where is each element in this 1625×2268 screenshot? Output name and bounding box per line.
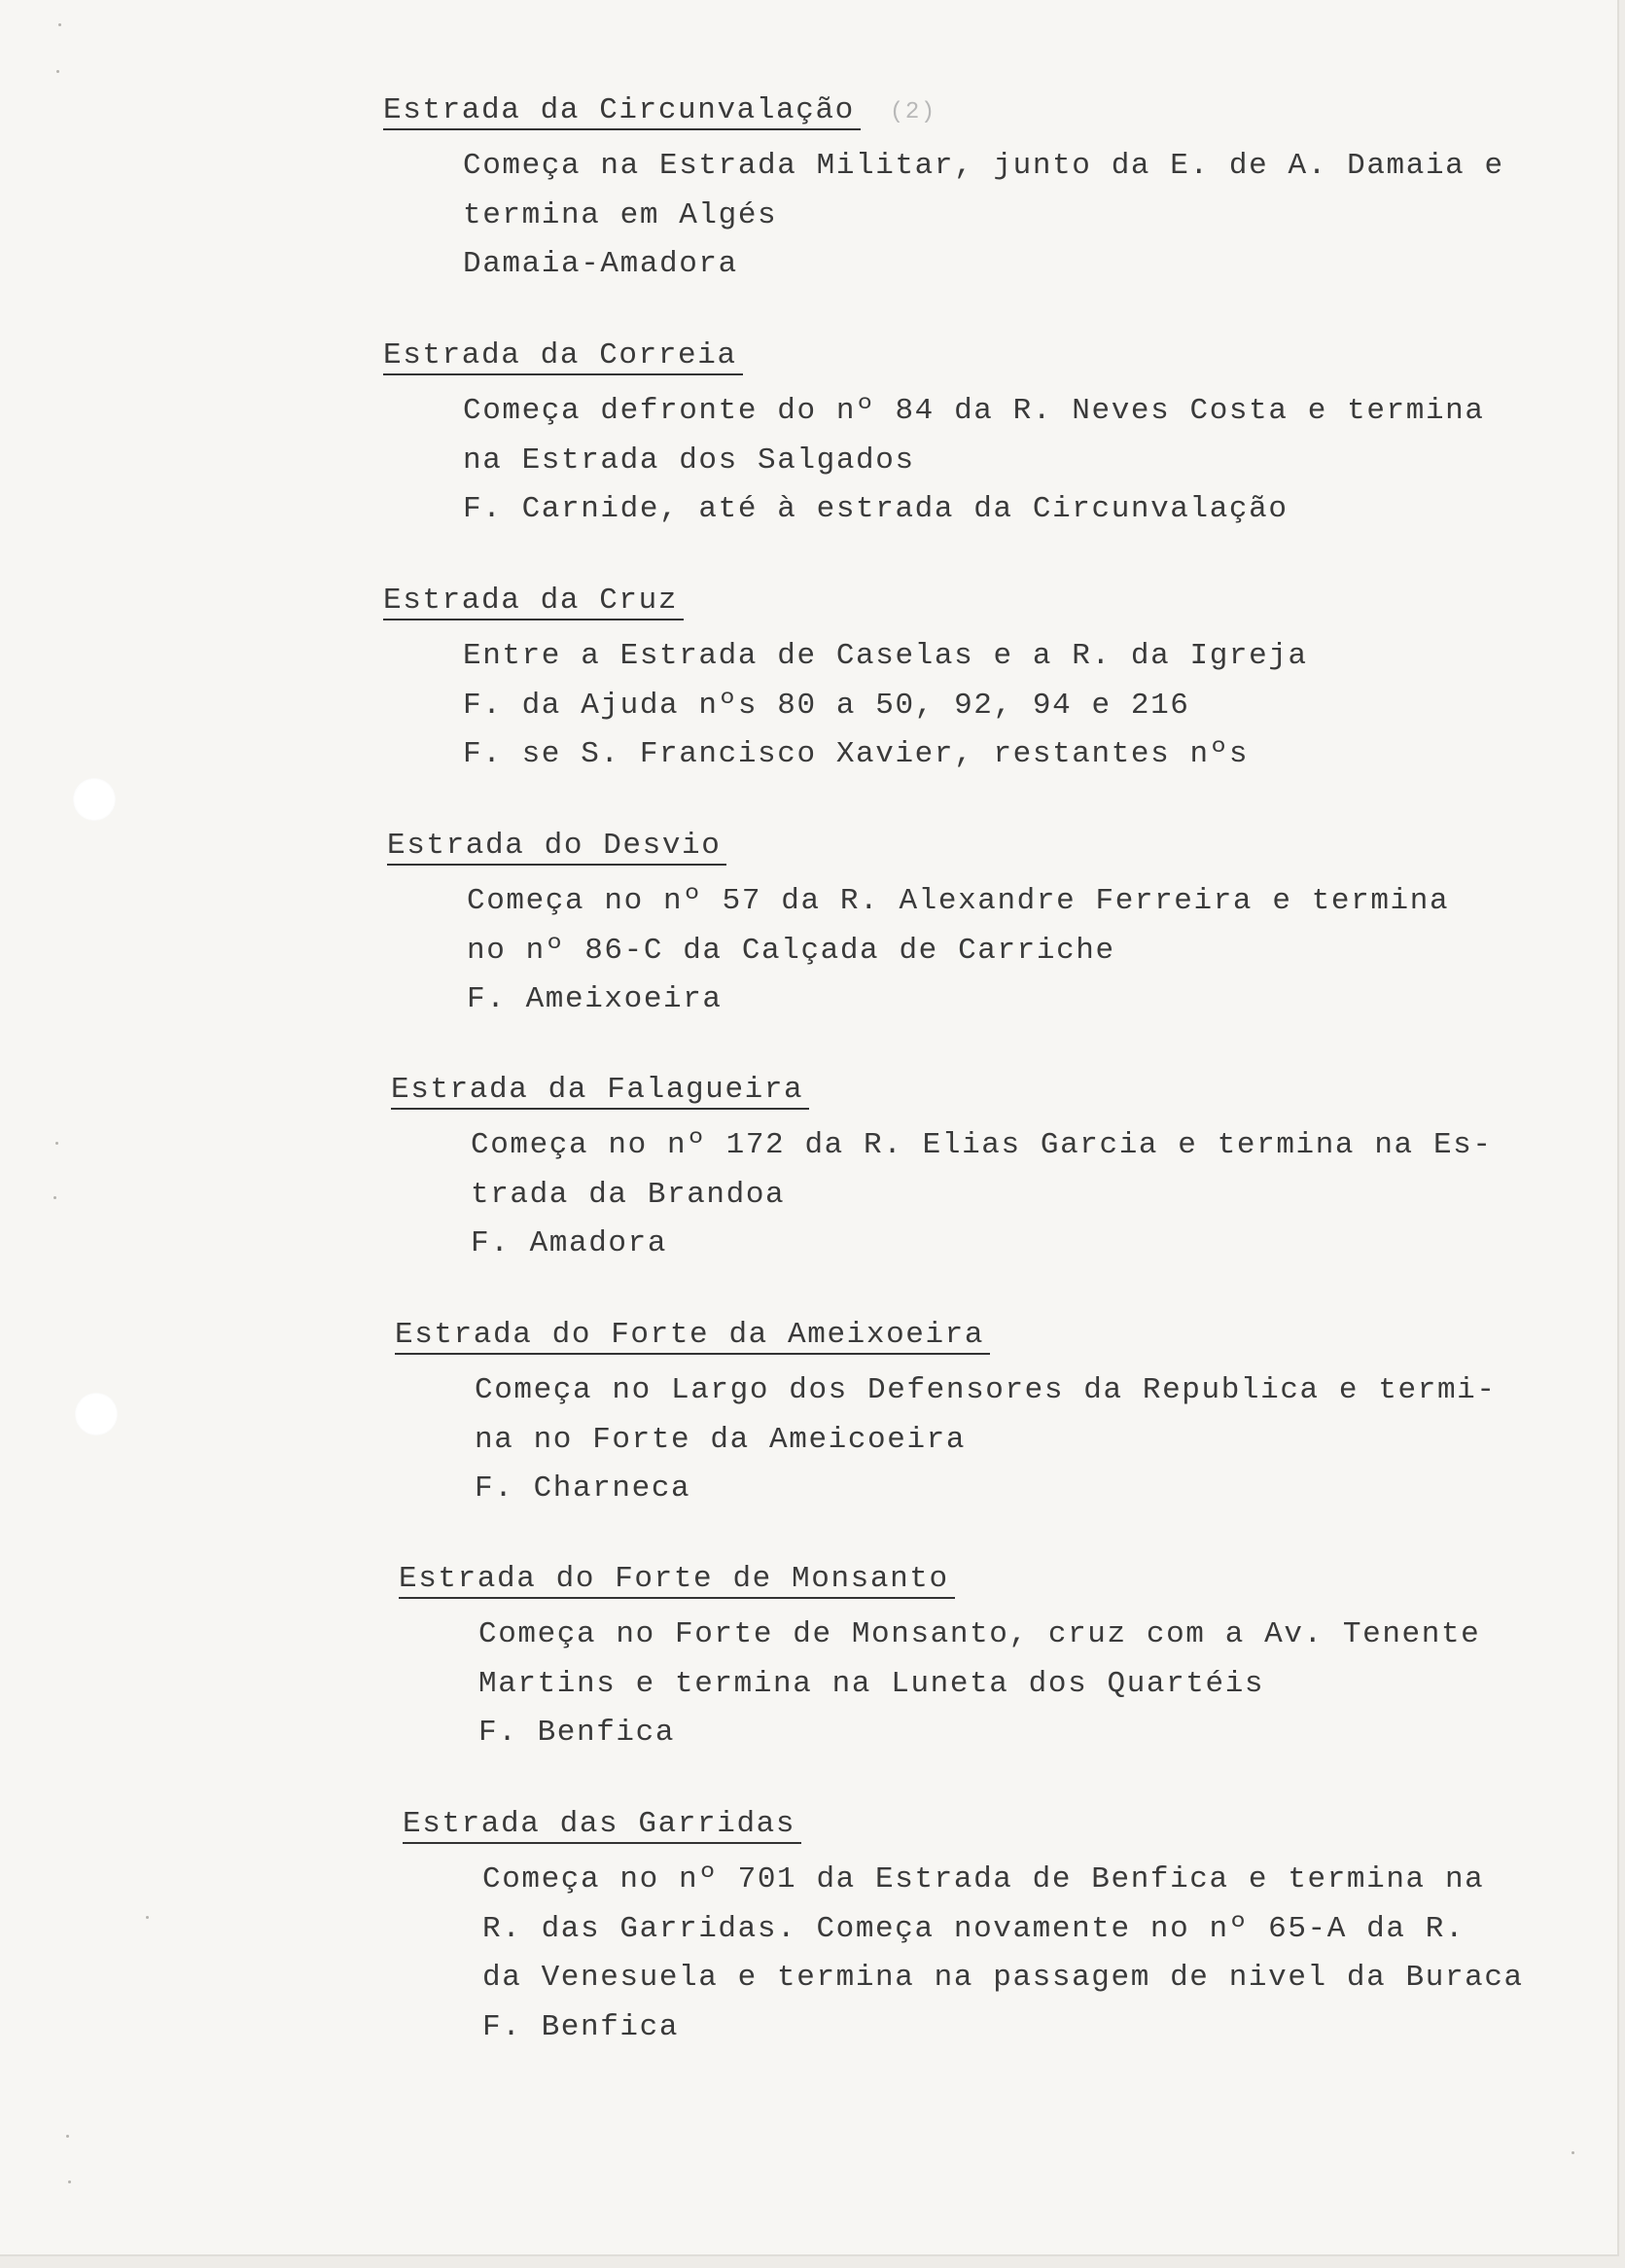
description-line: Começa no nº 172 da R. Elias Garcia e termina na Es- bbox=[471, 1128, 1493, 1162]
street-entry bbox=[403, 1807, 1524, 2052]
street-description bbox=[478, 1611, 1480, 1758]
paper-speck bbox=[58, 23, 61, 26]
street-title: Estrada da Correia bbox=[383, 338, 743, 375]
street-entry bbox=[387, 829, 1449, 1025]
description-line: Martins e termina na Luneta dos Quartéis bbox=[478, 1666, 1265, 1701]
parish-line: F. Benfica bbox=[482, 2009, 680, 2044]
street-description bbox=[467, 877, 1449, 1025]
description-line: Começa no Largo dos Defensores da Republica e termi- bbox=[475, 1373, 1497, 1407]
punch-hole-lower bbox=[75, 1393, 118, 1435]
description-line: Entre a Estrada de Caselas e a R. da Igreja bbox=[463, 639, 1308, 673]
description-line: termina em Algés bbox=[463, 197, 778, 232]
street-entry bbox=[395, 1318, 1497, 1514]
description-line: Começa no Forte de Monsanto, cruz com a Av. Tenente bbox=[478, 1617, 1481, 1651]
street-entry bbox=[391, 1073, 1493, 1269]
paper-speck bbox=[56, 70, 59, 73]
description-line: Começa na Estrada Militar, junto da E. de A. Damaia e bbox=[463, 149, 1504, 183]
parish-line: F. Carnide, até à estrada da Circunvalação bbox=[463, 492, 1289, 526]
parish-line: F. Ameixoeira bbox=[467, 982, 723, 1016]
description-line: da Venesuela e termina na passagem de nivel da Buraca bbox=[482, 1961, 1524, 1995]
description-line: Começa no nº 701 da Estrada de Benfica e termina na bbox=[482, 1862, 1485, 1896]
street-title: Estrada do Forte de Monsanto bbox=[399, 1562, 955, 1599]
description-line: no nº 86-C da Calçada de Carriche bbox=[467, 933, 1115, 968]
street-entry bbox=[399, 1562, 1480, 1758]
description-line: trada da Brandoa bbox=[471, 1177, 786, 1212]
street-entry bbox=[383, 584, 1308, 780]
street-description bbox=[463, 387, 1485, 535]
street-entry bbox=[383, 93, 1504, 290]
paper-speck bbox=[53, 1196, 56, 1199]
parish-line: Damaia-Amadora bbox=[463, 247, 738, 281]
punch-hole-upper bbox=[73, 778, 116, 821]
parish-line: F. Amadora bbox=[471, 1226, 668, 1260]
parish-line: F. da Ajuda nºs 80 a 50, 92, 94 e 216 bbox=[463, 688, 1190, 723]
parish-line: F. Benfica bbox=[478, 1716, 676, 1750]
street-description bbox=[463, 142, 1504, 290]
description-line: R. das Garridas. Começa novamente no nº 65-A da R. bbox=[482, 1911, 1466, 1946]
description-line: na Estrada dos Salgados bbox=[463, 443, 915, 478]
paper-speck bbox=[68, 2180, 71, 2183]
parish-line: F. Charneca bbox=[475, 1471, 691, 1506]
street-entry bbox=[383, 338, 1485, 535]
description-line: Começa defronte do nº 84 da R. Neves Costa e termina bbox=[463, 394, 1485, 428]
street-title: Estrada da Cruz bbox=[383, 584, 684, 620]
description-line: Começa no nº 57 da R. Alexandre Ferreira e termina bbox=[467, 884, 1450, 918]
street-description bbox=[482, 1856, 1524, 2052]
street-title: Estrada da Falagueira bbox=[391, 1073, 809, 1110]
parish-line: F. se S. Francisco Xavier, restantes nºs bbox=[463, 737, 1250, 771]
paper-speck bbox=[55, 1142, 58, 1145]
paper-speck bbox=[1572, 2151, 1574, 2154]
street-title: Estrada da Circunvalação bbox=[383, 93, 861, 130]
street-title: Estrada do Desvio bbox=[387, 829, 726, 866]
paper-speck bbox=[146, 1916, 149, 1919]
street-title: Estrada do Forte da Ameixoeira bbox=[395, 1318, 990, 1355]
street-description bbox=[463, 632, 1308, 780]
description-line: na no Forte da Ameicoeira bbox=[475, 1422, 967, 1457]
street-description bbox=[471, 1121, 1493, 1269]
street-description bbox=[475, 1366, 1497, 1514]
street-title: Estrada das Garridas bbox=[403, 1807, 801, 1844]
page-number-mark: (2) bbox=[889, 99, 936, 125]
paper-speck bbox=[66, 2135, 69, 2138]
